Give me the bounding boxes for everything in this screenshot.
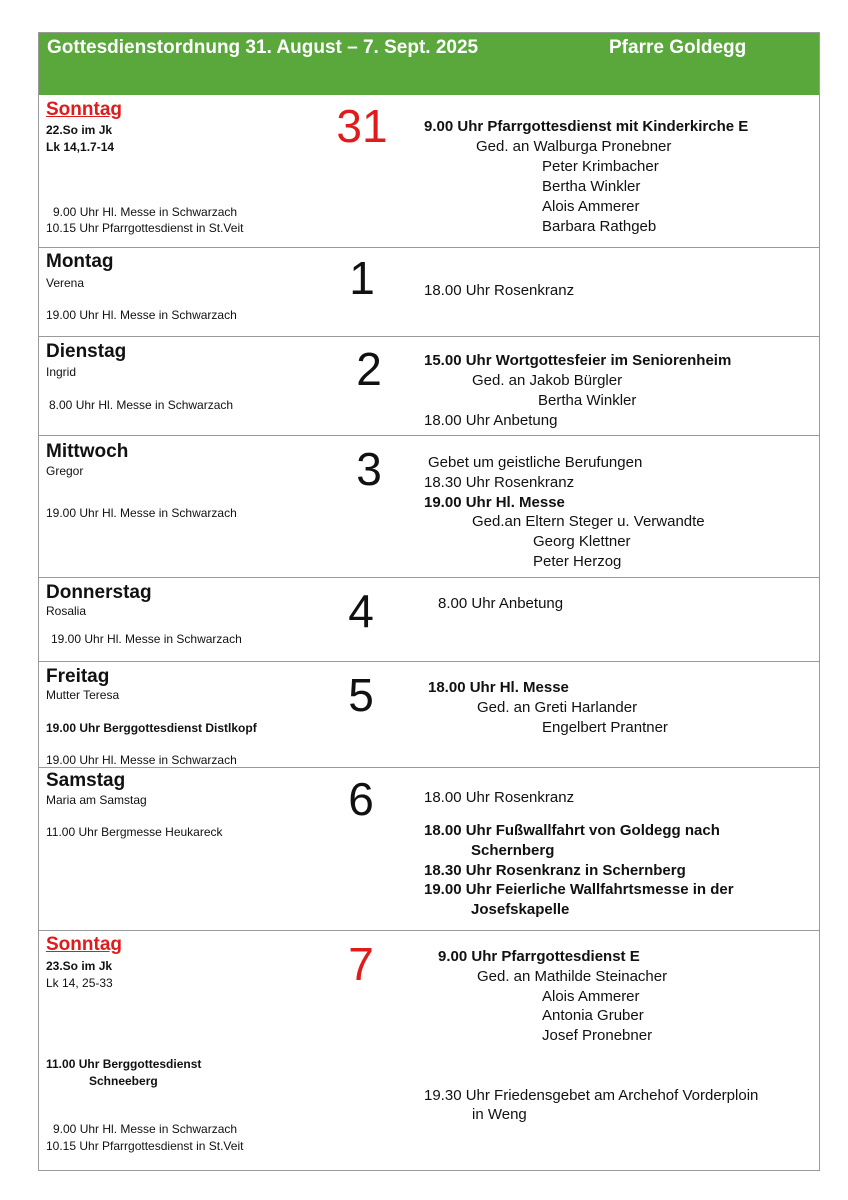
schedule-title: Gottesdienstordnung 31. August – 7. Sept. 2025 bbox=[47, 37, 479, 58]
left-event-highlight: 11.00 Uhr Berggottesdienst bbox=[46, 1057, 202, 1071]
left-event: 11.00 Uhr Bergmesse Heukareck bbox=[46, 825, 223, 839]
remembrance-name: Antonia Gruber bbox=[542, 1007, 644, 1024]
day-subtitle: 22.So im Jk bbox=[46, 123, 113, 137]
main-event: 18.30 Uhr Rosenkranz in Schernberg bbox=[424, 862, 686, 879]
main-event-continued: Josefskapelle bbox=[471, 901, 570, 918]
day-number: 31 bbox=[336, 100, 388, 152]
day-name: Freitag bbox=[46, 666, 110, 687]
day-row-saturday-6 bbox=[39, 768, 819, 931]
main-event-continued: Schernberg bbox=[471, 842, 555, 859]
header-bar bbox=[39, 33, 819, 95]
remembrance-name: Alois Ammerer bbox=[542, 198, 640, 215]
secondary-event: 18.30 Uhr Rosenkranz bbox=[424, 474, 575, 491]
remembrance-line: Ged. an Greti Harlander bbox=[477, 699, 638, 716]
remembrance-line: Ged. an Mathilde Steinacher bbox=[477, 968, 668, 985]
main-event: 8.00 Uhr Anbetung bbox=[438, 595, 564, 612]
main-event: 9.00 Uhr Pfarrgottesdienst mit Kinderkirche E bbox=[424, 118, 749, 135]
main-event: 19.00 Uhr Hl. Messe bbox=[424, 494, 565, 511]
day-number: 3 bbox=[356, 443, 382, 495]
saint-name: Gregor bbox=[46, 464, 84, 478]
remembrance-name: Peter Krimbacher bbox=[542, 158, 659, 175]
saint-name: Ingrid bbox=[46, 365, 77, 379]
left-event: 10.15 Uhr Pfarrgottesdienst in St.Veit bbox=[46, 1139, 244, 1153]
day-row-monday-1 bbox=[39, 248, 819, 337]
main-event: 9.00 Uhr Pfarrgottesdienst E bbox=[438, 948, 640, 965]
secondary-event: 19.30 Uhr Friedensgebet am Archehof Vorderploin bbox=[424, 1087, 759, 1104]
secondary-event: 18.00 Uhr Anbetung bbox=[424, 412, 558, 429]
main-event: 18.00 Uhr Fußwallfahrt von Goldegg nach bbox=[424, 822, 720, 839]
left-event: 19.00 Uhr Hl. Messe in Schwarzach bbox=[46, 506, 237, 520]
day-name: Montag bbox=[46, 251, 114, 272]
remembrance-line: Ged. an Jakob Bürgler bbox=[472, 372, 623, 389]
left-event: 19.00 Uhr Hl. Messe in Schwarzach bbox=[51, 632, 242, 646]
left-event: 10.15 Uhr Pfarrgottesdienst in St.Veit bbox=[46, 221, 244, 235]
schedule-sheet bbox=[38, 32, 820, 1171]
day-number: 7 bbox=[348, 938, 374, 990]
remembrance-name: Bertha Winkler bbox=[542, 178, 641, 195]
secondary-event-continued: in Weng bbox=[472, 1106, 527, 1123]
remembrance-name: Peter Herzog bbox=[533, 553, 622, 570]
day-name: Samstag bbox=[46, 770, 126, 791]
secondary-event: 18.00 Uhr Rosenkranz bbox=[424, 789, 575, 806]
day-reading: Lk 14,1.7-14 bbox=[46, 140, 115, 154]
day-name: Sonntag bbox=[46, 934, 122, 955]
day-name: Mittwoch bbox=[46, 441, 129, 462]
main-event: 19.00 Uhr Feierliche Wallfahrtsmesse in der bbox=[424, 881, 734, 898]
remembrance-line: Ged. an Walburga Pronebner bbox=[476, 138, 672, 155]
main-event: 15.00 Uhr Wortgottesfeier im Seniorenheim bbox=[424, 352, 732, 369]
remembrance-name: Georg Klettner bbox=[533, 533, 631, 550]
saint-name: Maria am Samstag bbox=[46, 793, 147, 807]
main-event: 18.00 Uhr Rosenkranz bbox=[424, 282, 575, 299]
remembrance-line: Ged.an Eltern Steger u. Verwandte bbox=[472, 513, 705, 530]
day-number: 6 bbox=[348, 773, 374, 825]
day-number: 5 bbox=[348, 669, 374, 721]
left-event-highlight: 19.00 Uhr Berggottesdienst Distlkopf bbox=[46, 721, 257, 735]
day-row-wednesday-3 bbox=[39, 436, 819, 578]
left-event: 19.00 Uhr Hl. Messe in Schwarzach bbox=[46, 308, 237, 322]
remembrance-name: Barbara Rathgeb bbox=[542, 218, 657, 235]
remembrance-name: Alois Ammerer bbox=[542, 988, 640, 1005]
left-event: 9.00 Uhr Hl. Messe in Schwarzach bbox=[53, 205, 238, 219]
day-name: Donnerstag bbox=[46, 582, 152, 603]
day-number: 1 bbox=[349, 252, 375, 304]
remembrance-name: Engelbert Prantner bbox=[542, 719, 668, 736]
day-row-thursday-4 bbox=[39, 578, 819, 662]
day-row-sunday-7 bbox=[39, 931, 819, 1170]
left-event-continued: Schneeberg bbox=[89, 1074, 158, 1088]
day-name: Dienstag bbox=[46, 341, 127, 362]
main-event: 18.00 Uhr Hl. Messe bbox=[428, 679, 569, 696]
left-event: 8.00 Uhr Hl. Messe in Schwarzach bbox=[49, 398, 234, 412]
day-row-tuesday-2 bbox=[39, 337, 819, 436]
saint-name: Verena bbox=[46, 276, 85, 290]
day-row-friday-5 bbox=[39, 662, 819, 768]
remembrance-name: Bertha Winkler bbox=[538, 392, 637, 409]
left-event: 9.00 Uhr Hl. Messe in Schwarzach bbox=[53, 1122, 238, 1136]
day-name: Sonntag bbox=[46, 99, 122, 120]
day-reading: Lk 14, 25-33 bbox=[46, 976, 113, 990]
prayer-intention: Gebet um geistliche Berufungen bbox=[428, 454, 643, 471]
day-subtitle: 23.So im Jk bbox=[46, 959, 113, 973]
day-row-sunday-31 bbox=[39, 95, 819, 248]
parish-name: Pfarre Goldegg bbox=[609, 37, 747, 58]
left-event: 19.00 Uhr Hl. Messe in Schwarzach bbox=[46, 753, 237, 767]
day-number: 4 bbox=[348, 585, 374, 637]
saint-name: Mutter Teresa bbox=[46, 688, 120, 702]
day-number: 2 bbox=[356, 343, 382, 395]
saint-name: Rosalia bbox=[46, 604, 87, 618]
remembrance-name: Josef Pronebner bbox=[542, 1027, 653, 1044]
